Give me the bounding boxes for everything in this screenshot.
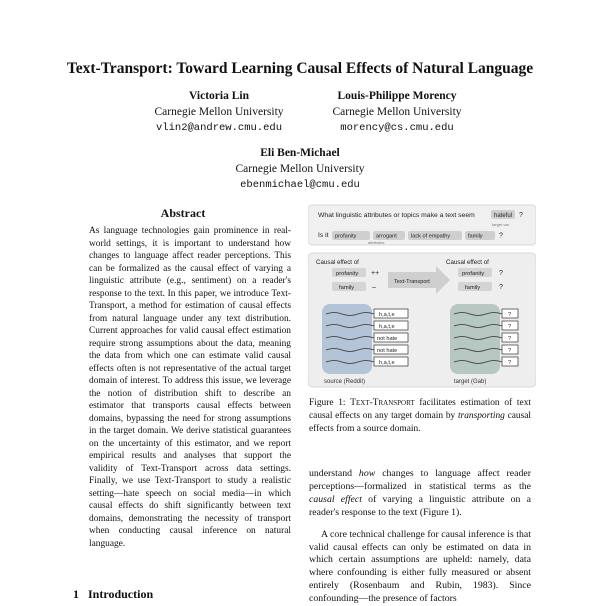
section-number: 1	[73, 587, 79, 601]
row-label: profanity	[462, 271, 485, 277]
author-name: Eli Ben-Michael	[260, 147, 340, 159]
body-paragraph: A core technical challenge for causal inference is that valid causal effects can only be estimated on data in which certain assumptions are upheld: namely, data where confounding is either fully measured or absent entirely (Rosenbaum and Rubin, 1983). Since confounding—the presence of factors	[309, 528, 531, 605]
figure-graphic	[308, 200, 536, 390]
source-label: not hate	[377, 336, 398, 342]
author-block	[282, 88, 512, 136]
attribute-label: family	[468, 233, 483, 240]
attribute-label: arrogant	[376, 233, 397, 240]
target-effect: ?	[499, 284, 503, 291]
target-word: hateful	[494, 213, 513, 219]
target-effect: ?	[499, 270, 503, 277]
row-label: profanity	[336, 271, 359, 277]
author-affiliation: Carnegie Mellon University	[332, 106, 462, 118]
source-label: h,a,t,e	[379, 324, 395, 330]
source-header: Causal effect of	[316, 259, 359, 266]
author-name: Louis-Philippe Morency	[337, 90, 457, 102]
question-mark: ?	[519, 212, 523, 219]
abstract-paragraph: As language technologies gain prominence in real-world settings, it is important to understand how changes to language affect reader perceptions. This can be formalized as the causal effect of varying a linguistic attribute (e.g., sentiment) on a reader's response to the text. In this paper, we introduce Text-Transport, a method for estimation of causal effects from natural language under any text distribution. Current approaches for valid causal effect estimation require strong assumptions about the data, meaning the data from which one can estimate valid causal effects often is not representative of the actual target domain of interest. To address this issue, we leverage the notion of distribution shift to describe an estimator that transports causal effects between domains, bypassing the need for strong assumptions in the target domain. We derive statistical guarantees on the uncertainty of this estimator, and we report empirical results and analyses that support the validity of Text-Transport across data settings. Finally, we use Text-Transport to study a realistic setting—hate speech on social media—in which causal effects do shift significantly between text domains, demonstrating the necessity of transport when conducting causal inference on natural language.	[89, 226, 291, 549]
row-label: family	[339, 285, 355, 291]
source-effect: –	[372, 284, 376, 291]
caption-method: Text-Transport	[350, 398, 415, 408]
caption-emphasis: transporting	[457, 410, 505, 421]
caption-text: causal effects from a source domain.	[309, 410, 531, 434]
section-title: Introduction	[88, 587, 154, 601]
author-name: Victoria Lin	[189, 90, 249, 102]
source-effect: ++	[371, 270, 380, 277]
author-affiliation: Carnegie Mellon University	[235, 163, 365, 175]
author-email[interactable]: vlin2@andrew.cmu.edu	[155, 122, 283, 134]
target-label: ?	[508, 324, 512, 330]
abstract-heading: Abstract	[160, 206, 206, 220]
question-mark: ?	[499, 232, 503, 240]
attribute-label: profanity	[335, 233, 357, 240]
author-affiliation: Carnegie Mellon University	[154, 106, 284, 118]
figure-caption	[309, 397, 531, 435]
body-paragraph: understand how changes to language affect reader perceptions—formalized in statistical terms as the causal effect of varying a linguistic attribute on a reader's response to the text (Figure 1).	[309, 468, 531, 518]
source-label: h,a,t,e	[379, 360, 395, 366]
source-label: h,a,t,e	[379, 312, 395, 318]
attr-sub: attributes	[368, 240, 385, 245]
target-header: Causal effect of	[446, 259, 489, 266]
author-email[interactable]: morency@cs.cmu.edu	[340, 122, 454, 134]
body-text	[309, 468, 531, 606]
is-it-text: Is it	[318, 232, 329, 239]
author-block	[185, 145, 415, 193]
caption-text: facilitates estimation of text causal effects on any target domain by	[309, 398, 531, 421]
abstract-text	[89, 225, 291, 550]
source-label: not hate	[377, 348, 398, 354]
figure-1	[308, 200, 536, 390]
target-sub: target var.	[492, 222, 510, 227]
row-label: family	[465, 285, 481, 291]
paper-title: Text-Transport: Toward Learning Causal Effects of Natural Language	[66, 60, 534, 77]
arrow-label: Text-Transport	[394, 279, 430, 285]
attribute-label: lack of empathy	[411, 233, 451, 240]
caption-label: Figure 1:	[309, 398, 351, 408]
author-email[interactable]: ebenmichael@cmu.edu	[240, 179, 360, 191]
target-label: ?	[508, 360, 512, 366]
target-name: target (Gab)	[454, 379, 487, 385]
target-label: ?	[508, 348, 512, 354]
target-label: ?	[508, 336, 512, 342]
question-text: What linguistic attributes or topics make a text seem	[318, 212, 475, 219]
target-label: ?	[508, 312, 512, 318]
source-name: source (Reddit)	[324, 379, 366, 385]
